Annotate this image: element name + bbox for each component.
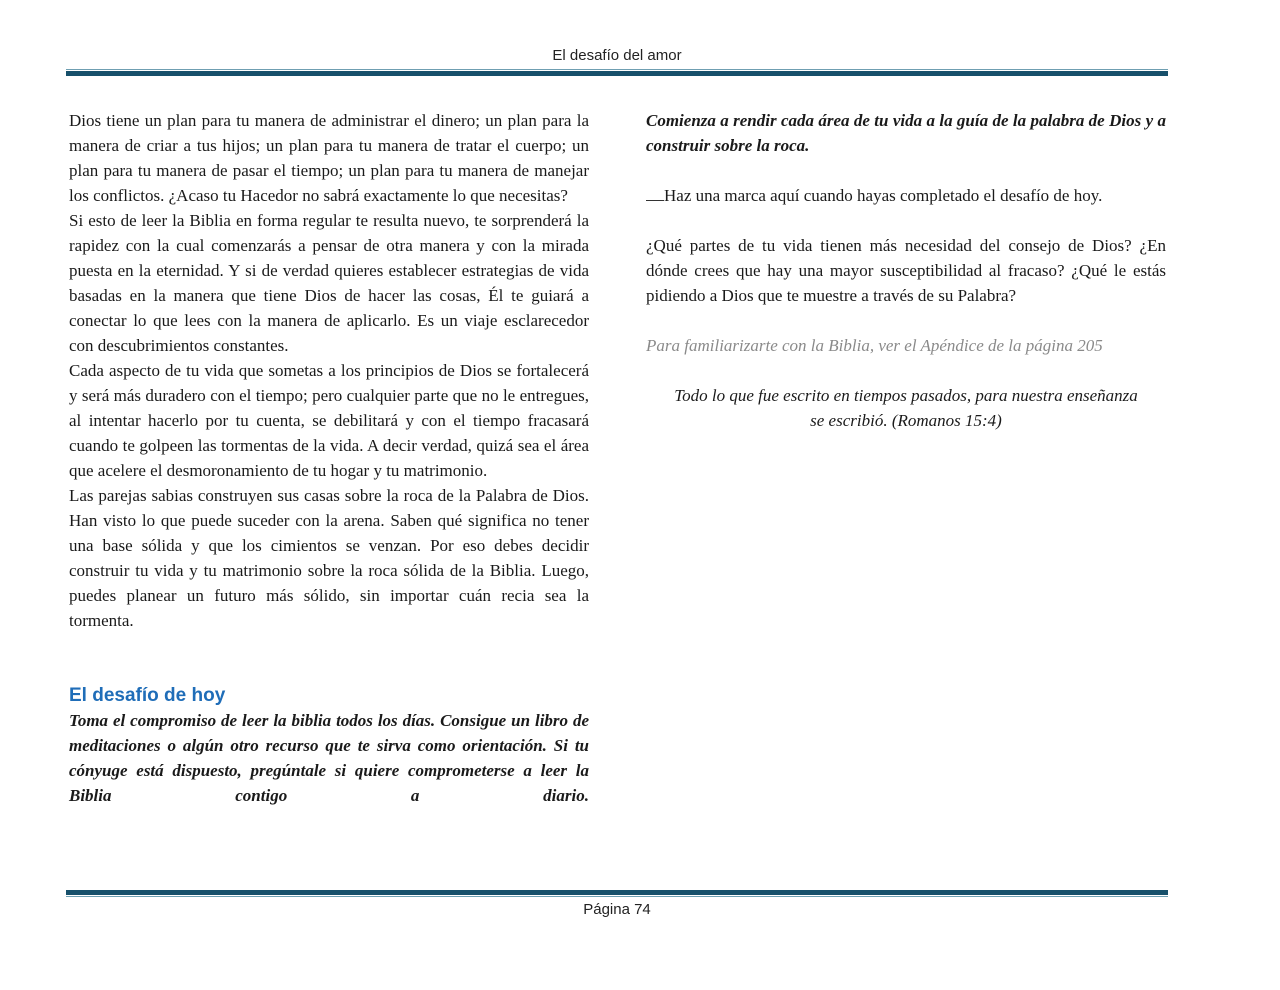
page-number: Página 74 (583, 901, 651, 918)
right-text-column (646, 108, 1166, 433)
spacer (646, 358, 1166, 383)
left-text-column (69, 108, 589, 808)
header-divider-rule (66, 69, 1168, 77)
reflection-questions: ¿Qué partes de tu vida tienen más necesidad del consejo de Dios? ¿En dónde crees que hay una mayor susceptibilidad al fracaso? ¿Qué le estás pidiendo a Dios que te muestre a través de su Palabra? (646, 236, 1166, 305)
appendix-note: Para familiarizarte con la Biblia, ver el Apéndice de la página 205 (646, 336, 1103, 355)
body-paragraph: Si esto de leer la Biblia en forma regular te resulta nuevo, te sorprenderá la rapidez con la cual comenzarás a pensar de otra manera y con la mirada puesta en la eternidad. Y si de verdad quieres establecer estrategias de vida basadas en la manera que tiene Dios de hacer las cosas, Él te guiará a conectar lo que lees con la manera de aplicarlo. Es un viaje esclarecedor con descubrimientos constantes. (69, 211, 589, 355)
body-paragraph: Cada aspecto de tu vida que sometas a los principios de Dios se fortalecerá y será más duradero con el tiempo; pero cualquier parte que no le entregues, al intentar hacerlo por tu cuenta, se debilitará y con el tiempo fracasará cuando te golpeen las tormentas de la vida. A decir verdad, quizá sea el área que acelere el desmoronamiento de tu hogar y tu matrimonio. (69, 361, 589, 480)
challenge-continuation: Comienza a rendir cada área de tu vida a la guía de la palabra de Dios y a construir sobre la roca. (646, 111, 1166, 155)
challenge-text: Toma el compromiso de leer la biblia todos los días. Consigue un libro de meditaciones o algún otro recurso que te sirva como orientación. Si tu cónyuge está dispuesto, pregúntale si quiere comprometerse a leer la Biblia contigo a diario. (69, 711, 589, 805)
spacer (646, 208, 1166, 233)
checkmark-blank[interactable] (646, 185, 664, 201)
body-paragraph: Dios tiene un plan para tu manera de administrar el dinero; un plan para la manera de criar a tus hijos; un plan para tu manera de tratar el cuerpo; un plan para tu manera de pasar el tiempo; un plan para tu manera de manejar los conflictos. ¿Acaso tu Hacedor no sabrá exactamente lo que necesitas? (69, 111, 589, 205)
bible-verse-line-2: se escribió. (Romanos 15:4) (810, 411, 1002, 430)
running-header-title: El desafío del amor (552, 47, 682, 64)
checkmark-prompt: Haz una marca aquí cuando hayas completado el desafío de hoy. (664, 186, 1103, 205)
spacer (646, 158, 1166, 183)
footer-divider-rule (66, 890, 1168, 898)
completion-checkmark-line (646, 183, 1166, 208)
spacer (646, 308, 1166, 333)
bible-verse-line-1: Todo lo que fue escrito en tiempos pasados, para nuestra enseñanza (674, 386, 1138, 405)
section-heading-todays-challenge: El desafío de hoy (69, 685, 226, 706)
body-paragraph: Las parejas sabias construyen sus casas sobre la roca de la Palabra de Dios. Han visto lo que puede suceder con la arena. Saben qué significa no tener una base sólida y que los cimientos se venzan. Por eso debes decidir construir tu vida y tu matrimonio sobre la roca sólida de la Biblia. Luego, puedes planear un futuro más sólido, sin importar cuán recia sea la tormenta. (69, 486, 589, 630)
